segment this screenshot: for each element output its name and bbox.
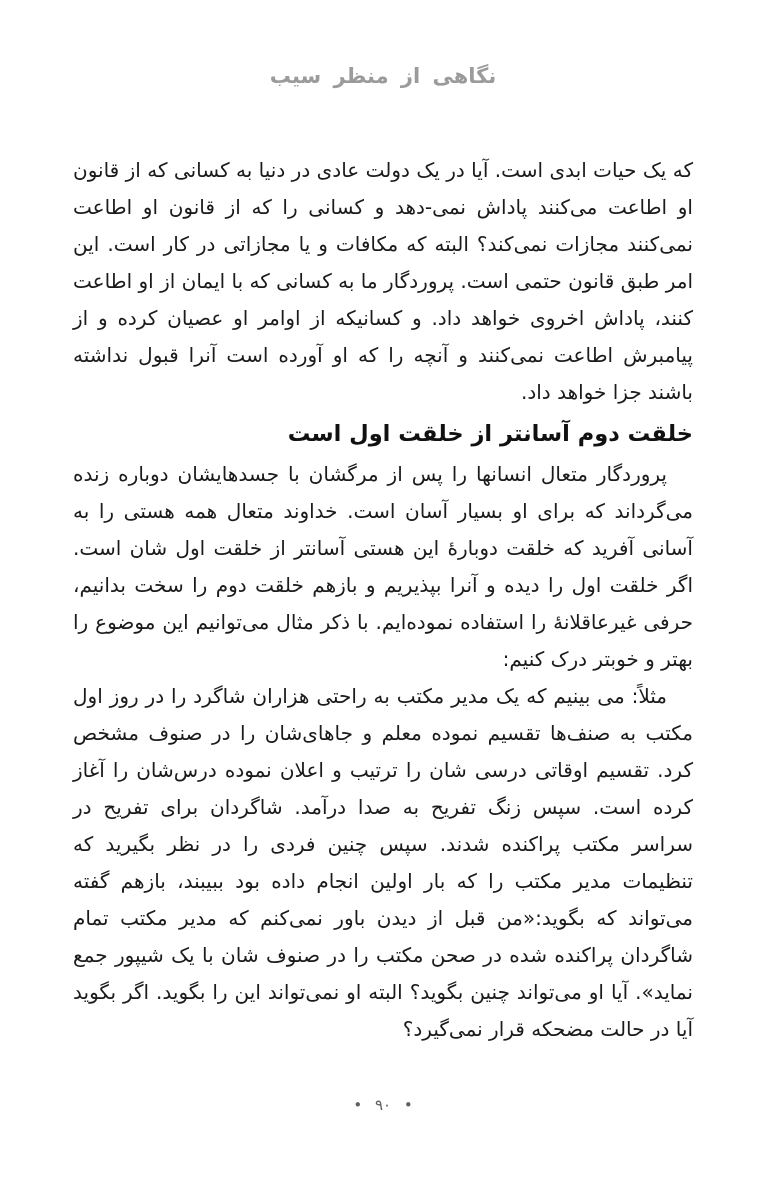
running-head: نگاهی از منظر سیب xyxy=(269,64,497,88)
paragraph-continuation: که یک حیات ابدی است. آیا در یک دولت عادی در دنیا به کسانی که از قانون او اطاعت می‌کنند پاداش نمی-دهد و کسانی را که از قانون او اطاعت نمی‌کنند مجازات نمی‌کند؟ البته که مکافات و یا مجازاتی در کار است. این امر طبق قانون حتمی است. پروردگار ما به کسانی که با ایمان از او اطاعت کنند، پاداش اخروی خواهد داد. و کسانیکه از اوامر او عصیان کرده و از پیامبرش اطاعت نمی‌کنند و آنچه را که او آورده است آنرا قبول نداشته باشند جزا خواهد داد. xyxy=(73,158,693,404)
paragraph-creation: پروردگار متعال انسانها را پس از مرگشان با جسدهایشان دوباره زنده می‌گرداند که برای او بسیار آسان است. خداوند متعال همه هستی را به آسانی آفرید که خلقت دوبارهٔ این هستی آسانتر از خلقت اول شان است. اگر خلقت اول را دیده و آنرا بپذیریم و بازهم خلقت دوم را سخت بدانیم، حرفی غیرعاقلانهٔ را استفاده نموده‌ایم. با ذکر مثال می‌توانیم این موضوع را بهتر و خوبتر درک کنیم: xyxy=(73,462,693,671)
paragraph-example: مثلاً: می بینیم که یک مدیر مکتب به راحتی هزاران شاگرد را در روز اول مکتب به صنف‌ها تقسیم نموده معلم و جاهای‌شان را در صنوف مشخص کرد. تقسیم اوقاتی درسی شان را ترتیب و اعلان نموده درس‌شان را آغاز کرده است. سپس زنگ تفریح به صدا درآمد. شاگردان برای تفریح در سراسر مکتب پراکنده شدند. سپس چنین فردی را در نظر بگیرید که تنظیمات مدیر مکتب را که بار اولین انجام داده بود ببیبند، بازهم گفته می‌تواند که بگوید:«من قبل از دیدن باور نمی‌کنم که مدیر مکتب تمام شاگردان پراکنده شده در صحن مکتب را در صنوف شان با یک شیپور جمع نماید». آیا او می‌تواند چنین بگوید؟ البته او نمی‌تواند این را بگوید. اگر بگوید آیا در حالت مضحکه قرار نمی‌گیرد؟ xyxy=(73,684,693,1041)
text-block xyxy=(73,152,693,1048)
page-number: • ۹۰ • xyxy=(353,1096,413,1114)
section-heading: خلقت دوم آسانتر از خلقت اول است xyxy=(287,421,693,447)
